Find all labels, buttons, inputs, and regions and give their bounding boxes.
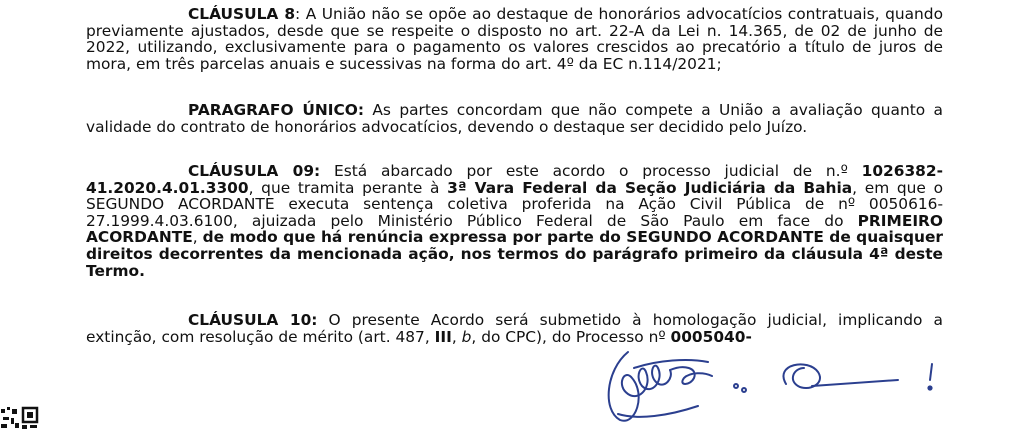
paragrafo-unico-heading: PARAGRAFO ÚNICO: [188, 101, 365, 119]
clause-8-text: : A União não se opõe ao destaque de honorários advocatícios contratuais, quando previamente ajustados, desde que se respeite o disposto no art. 22-A da Lei n. 14.365, de 02 de junho de 2022, utilizando, exclusivamente para o pagamento os valores crescidos ao precatório a título de juros de mora, em três parcelas anuais e sucessivas na forma do art. 4º da EC n.114/2021; [86, 5, 943, 73]
clause-10-heading: CLÁUSULA 10: [188, 311, 318, 329]
clause-10-letter: b [461, 327, 472, 346]
clause-9-text-2: , que tramita perante à [248, 178, 448, 197]
clause-9-court: 3ª Vara Federal da Seção Judiciária da Bahia [447, 178, 853, 197]
clause-9 [86, 163, 943, 279]
clause-8 [86, 6, 943, 72]
clause-10 [86, 312, 943, 345]
clause-8-heading: CLÁUSULA 8 [188, 5, 296, 23]
clause-10-text-2: , [451, 327, 462, 346]
clause-9-party: PRIMEIRO ACORDANTE [86, 211, 943, 247]
clause-9-text-3: , em que o SEGUNDO ACORDANTE executa sentença coletiva proferida na Ação Civil Pública de nº 0050616-27.1999.4.03.6100, ajuizada pelo Ministério Público Federal de São Paulo em face do [86, 178, 943, 230]
clause-9-text-4: , [192, 228, 203, 247]
clause-9-heading: CLÁUSULA 09: [188, 162, 321, 180]
clause-10-text-1: O presente Acordo será submetido à homologação judicial, implicando a extinção, com resolução de mérito (art. 487, [86, 311, 943, 346]
clause-10-process-number: 0005040- [670, 327, 752, 346]
clause-9-process-number: 1026382-41.2020.4.01.3300 [86, 162, 943, 197]
paragrafo-unico-text: As partes concordam que não compete a União a avaliação quanto a validade do contrato de honorários advocatícios, devendo o destaque ser decidido pelo Juízo. [86, 101, 943, 136]
clause-10-roman: III [434, 327, 452, 346]
qr-code-icon [0, 404, 40, 430]
clause-9-renunciation: de modo que há renúncia expressa por parte do SEGUNDO ACORDANTE de quaisquer direitos decorrentes da mencionada ação, nos termos do parágrafo primeiro da cláusula 4ª deste Termo. [86, 228, 943, 280]
handwritten-signature [598, 350, 958, 430]
clause-10-text-3: , do CPC), do Processo nº [471, 327, 671, 346]
paragrafo-unico [86, 102, 943, 135]
clause-9-text-1: Está abarcado por este acordo o processo judicial de n.º [320, 162, 862, 180]
